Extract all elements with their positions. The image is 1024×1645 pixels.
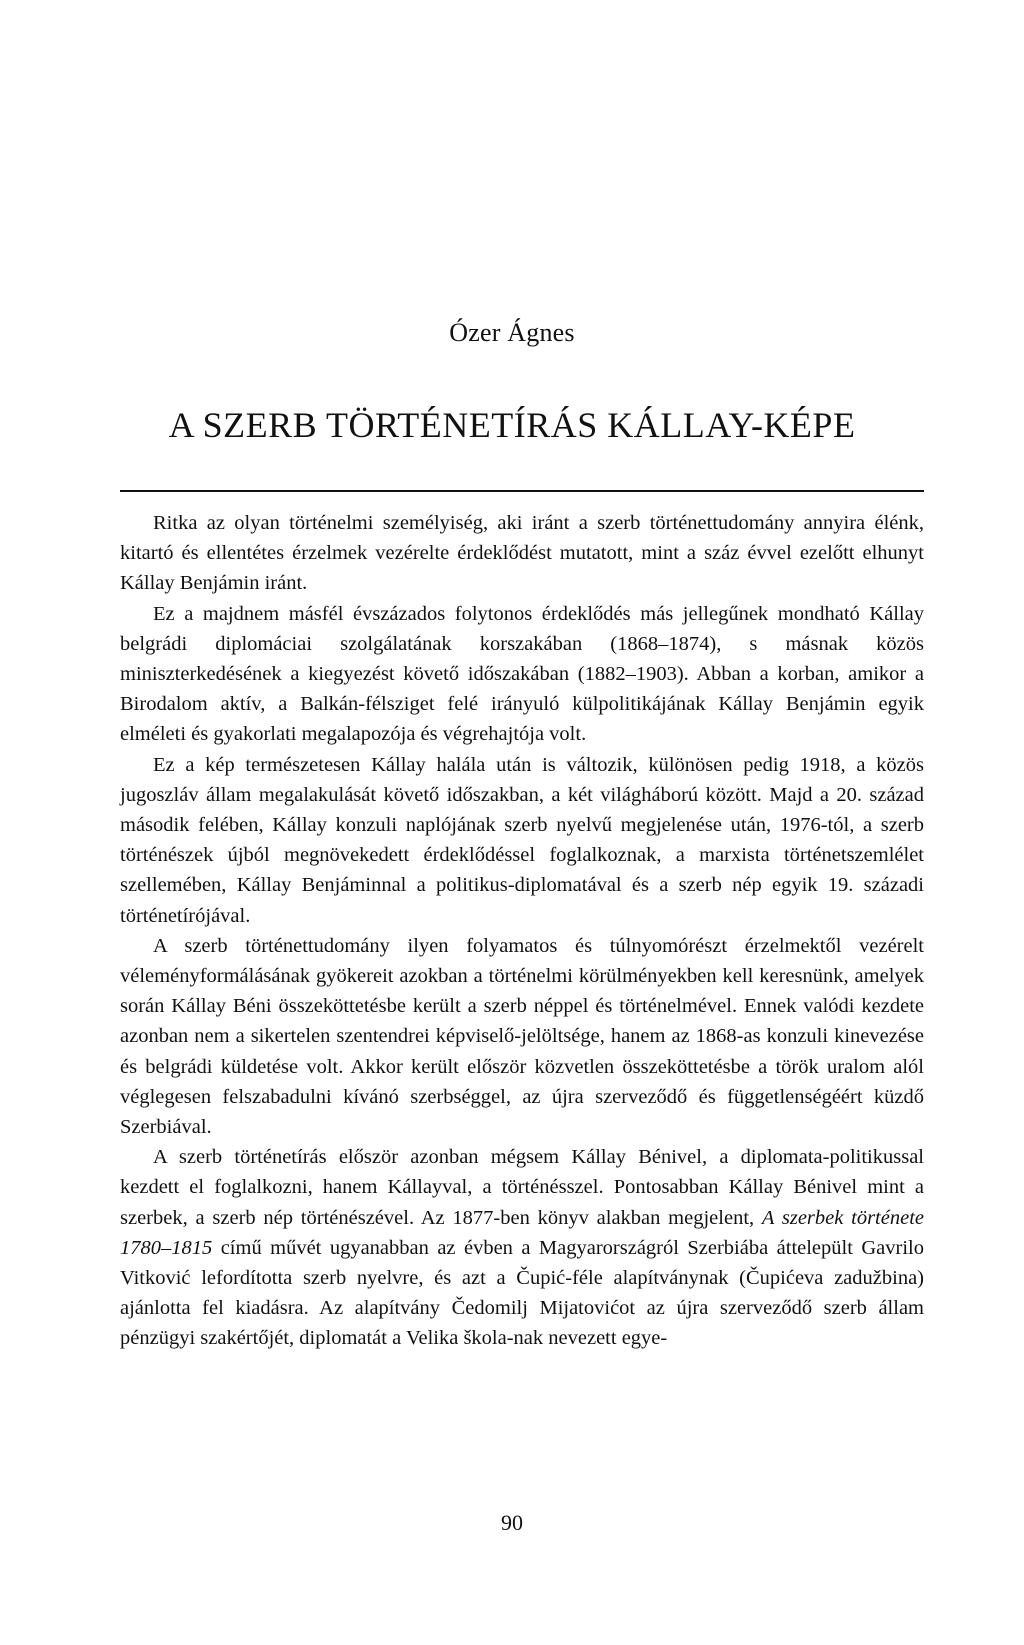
title-divider — [120, 490, 924, 492]
paragraph-2: Ez a majdnem másfél évszázados folytonos érdeklődés más jellegűnek mondható Kállay belgrádi diplomáciai szolgálatának korszakában (1868–1874), s másnak közös miniszterkedésének a kiegyezést követő időszakában (1882–1903). Abban a korban, amikor a Birodalom aktív, a Balkán-félsziget felé irányuló külpolitikájának Kállay Benjámin egyik elméleti és gyakorlati megalapozója és végrehajtója volt. — [120, 602, 924, 746]
paragraph-3: Ez a kép természetesen Kállay halála után is változik, különösen pedig 1918, a közös jugoszláv állam megalakulását követő időszakban, a két világháború között. Majd a 20. század második felében, Kállay konzuli naplójának szerb nyelvű megjelenése után, 1976-tól, a szerb történészek újból megnövekedett érdeklődéssel foglalkoznak, a marxista történetszemlélet szellemében, Kállay Benjáminnal a politikus-diplomatával és a szerb nép egyik 19. századi történetírójával. — [120, 753, 924, 927]
paragraph-5 — [120, 1142, 924, 1353]
article-title: A SZERB TÖRTÉNETÍRÁS KÁLLAY-KÉPE — [168, 405, 856, 445]
paragraph-4: A szerb történettudomány ilyen folyamatos és túlnyomórészt érzelmektől vezérelt véleményformálásának gyökereit azokban a történelmi körülményekben kell keresnünk, amelyek során Kállay Béni összeköttetésbe került a szerb néppel és történelmével. Ennek valódi kezdete azonban nem a sikertelen szentendrei képviselő-jelöltsége, hanem az 1868-as konzuli kinevezése és belgrádi küldetése volt. Akkor került először közvetlen összeköttetésbe a török uralom alól véglegesen felszabadulni kívánó szerbséggel, az újra szerveződő és függetlenségéért küzdő Szerbiával. — [120, 934, 924, 1139]
book-title-italic: A szerbek története 1780–1815 — [120, 1206, 924, 1259]
paragraph-5-text-start: A szerb történetírás először azonban mégsem Kállay Bénivel, a diplomata-politikussal kezdett el foglalkozni, hanem Kállayval, a történésszel. Pontosabban Kállay Bénivel mint a szerbek, a szerb nép történészével. Az 1877-ben könyv alakban megjelent, — [120, 1146, 924, 1229]
paragraph-5-text-end: című művét ugyanabban az évben a Magyarországról Szerbiába áttelepült Gavrilo Vitković lefordította szerb nyelvre, és azt a Čupić-féle alapítványnak (Čupićeva zadužbina) ajánlotta fel kiadásra. Az alapítvány Čedomilj Mijatovićot az újra szerveződő szerb állam pénzügyi szakértőjét, diplomatát a Velika škola-nak nevezett egye- — [120, 1236, 924, 1350]
page-number: 90 — [501, 1510, 523, 1535]
paragraph-1: Ritka az olyan történelmi személyiség, aki iránt a szerb történettudomány annyira élénk, kitartó és ellentétes érzelmek vezérelte érdeklődést mutatott, mint a száz évvel ezelőtt elhunyt Kállay Benjámin iránt. — [120, 512, 924, 595]
article-body — [120, 508, 924, 1354]
author-name: Ózer Ágnes — [449, 318, 575, 347]
